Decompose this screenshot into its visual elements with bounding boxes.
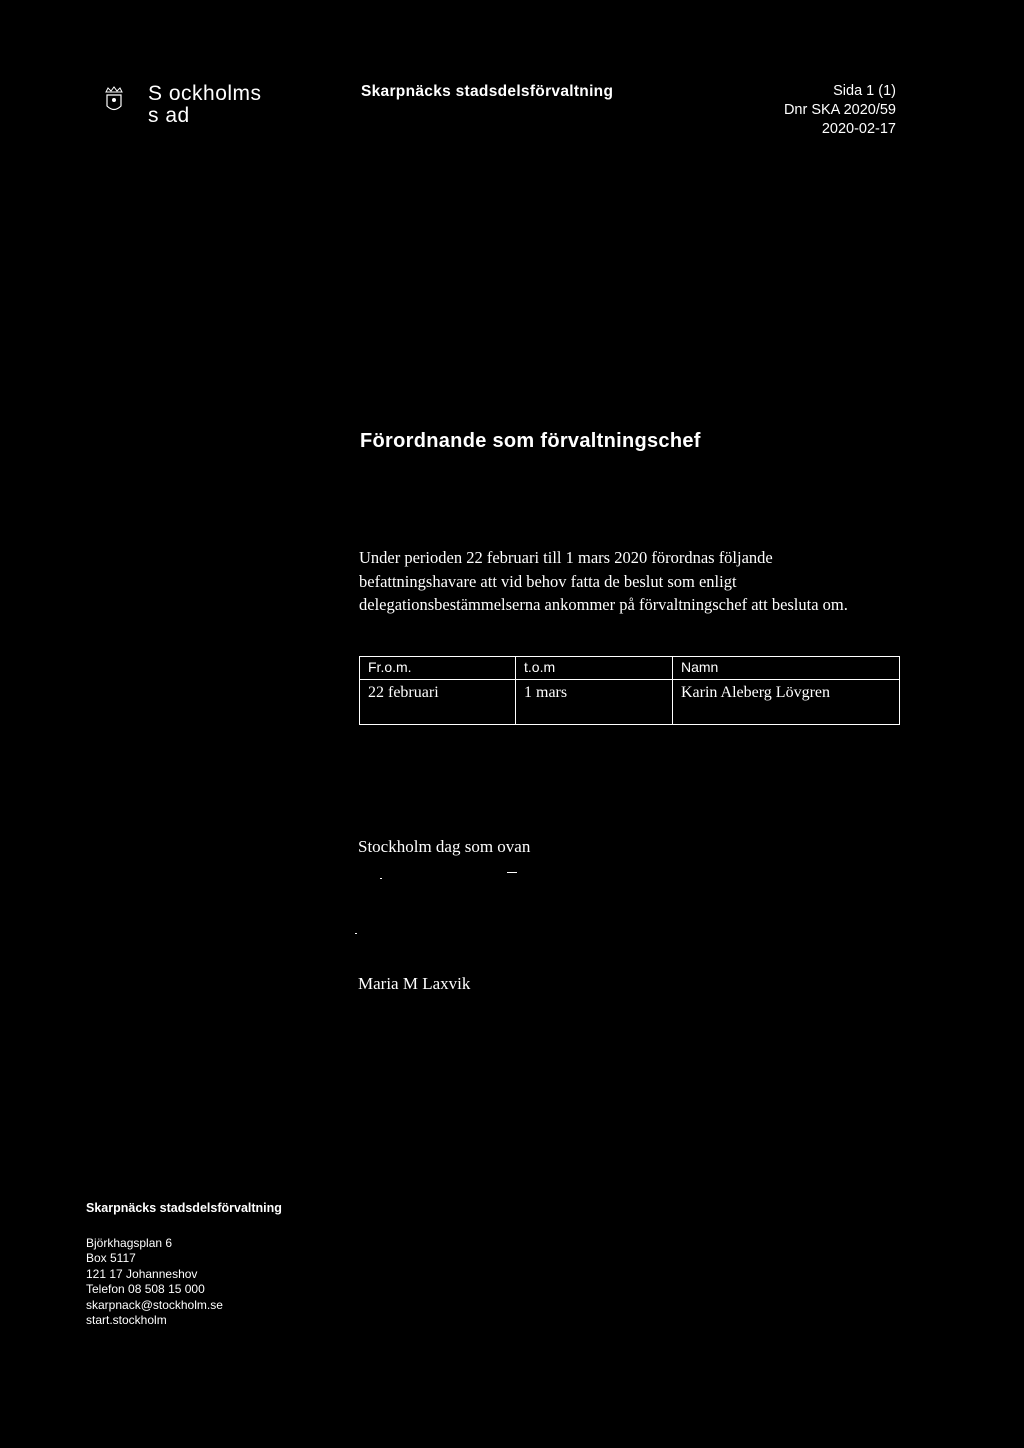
stockholm-logo-text xyxy=(148,83,262,127)
footer-box: Box 5117 xyxy=(86,1251,136,1265)
scan-speck xyxy=(507,872,517,873)
appointment-table xyxy=(359,656,900,725)
footer-email: skarpnack@stockholm.se xyxy=(86,1297,223,1312)
document-date: 2020-02-17 xyxy=(821,121,896,137)
cell-name: Karin Aleberg Lövgren xyxy=(673,680,900,725)
header-meta xyxy=(784,82,896,139)
scan-speck xyxy=(380,878,382,879)
cell-to: 1 mars xyxy=(516,680,673,725)
footer-phone: Telefon 08 508 15 000 xyxy=(86,1282,205,1296)
logo-line-1: S ockholms xyxy=(148,82,262,105)
footer-postal: 121 17 Johanneshov xyxy=(86,1266,198,1281)
place-date-line: Stockholm dag som ovan xyxy=(358,837,531,856)
cell-from: 22 februari xyxy=(360,680,516,725)
diary-number: Dnr SKA 2020/59 xyxy=(783,102,896,118)
footer-organization: Skarpnäcks stadsdelsförvaltning xyxy=(86,1201,282,1215)
table-row xyxy=(360,680,900,725)
footer-street: Björkhagsplan 6 xyxy=(86,1235,173,1250)
header-organization: Skarpnäcks stadsdelsförvaltning xyxy=(361,83,614,100)
scan-speck xyxy=(355,933,357,934)
document-title: Förordnande som förvaltningschef xyxy=(360,430,701,452)
footer-website: start.stockholm xyxy=(86,1313,167,1327)
column-header-to: t.o.m xyxy=(516,657,673,680)
stockholm-crest-icon xyxy=(104,86,124,114)
column-header-name: Namn xyxy=(673,657,900,680)
logo-line-2: s ad xyxy=(148,104,190,127)
footer xyxy=(86,1201,282,1329)
document-body: Under perioden 22 februari till 1 mars 2020 förordnas följande befattningshavare att vid behov fatta de beslut som enligt delegationsbestämmelserna ankommer på förvaltningschef att besluta om. xyxy=(359,548,848,614)
page-number: Sida 1 (1) xyxy=(833,83,896,99)
signatory-name: Maria M Laxvik xyxy=(358,974,471,993)
column-header-from: Fr.o.m. xyxy=(360,657,516,680)
table-header-row xyxy=(360,657,900,680)
